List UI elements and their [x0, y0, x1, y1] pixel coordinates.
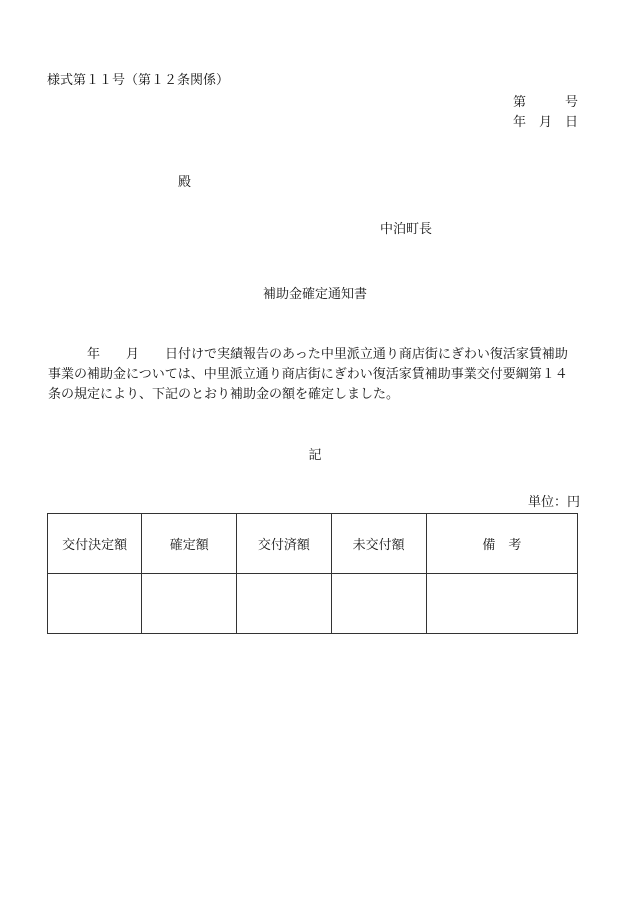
header-unpaid-amount: 未交付額 — [331, 514, 426, 574]
header-remarks: 備 考 — [426, 514, 577, 574]
cell-decided-amount — [48, 574, 142, 634]
ki-heading: 記 — [308, 448, 322, 463]
document-title: 補助金確定通知書 — [262, 287, 367, 302]
cell-paid-amount — [237, 574, 331, 634]
document-date: 年 月 日 — [512, 115, 578, 130]
document-number: 第 号 — [512, 95, 578, 110]
issuer-name: 中泊町長 — [380, 222, 433, 237]
amount-table — [47, 513, 578, 634]
body-line-1: 年 月 日付けで実績報告のあった中里派立通り商店街にぎわい復活家賃補助 — [48, 347, 568, 362]
cell-remarks — [426, 574, 577, 634]
body-line-3: 条の規定により、下記のとおり補助金の額を確定しました。 — [48, 387, 400, 402]
header-decided-amount: 交付決定額 — [48, 514, 142, 574]
table-row — [48, 574, 578, 634]
body-line-2: 事業の補助金については、中里派立通り商店街にぎわい復活家賃補助事業交付要綱第１４ — [48, 367, 568, 382]
table-header-row — [48, 514, 578, 574]
cell-unpaid-amount — [331, 574, 426, 634]
cell-confirmed-amount — [142, 574, 237, 634]
form-number: 様式第１１号（第１２条関係） — [47, 73, 230, 88]
notice-body — [48, 345, 584, 405]
header-confirmed-amount: 確定額 — [142, 514, 237, 574]
header-paid-amount: 交付済額 — [237, 514, 331, 574]
addressee-honorific: 殿 — [178, 175, 192, 190]
unit-label: 単位：円 — [527, 495, 580, 510]
